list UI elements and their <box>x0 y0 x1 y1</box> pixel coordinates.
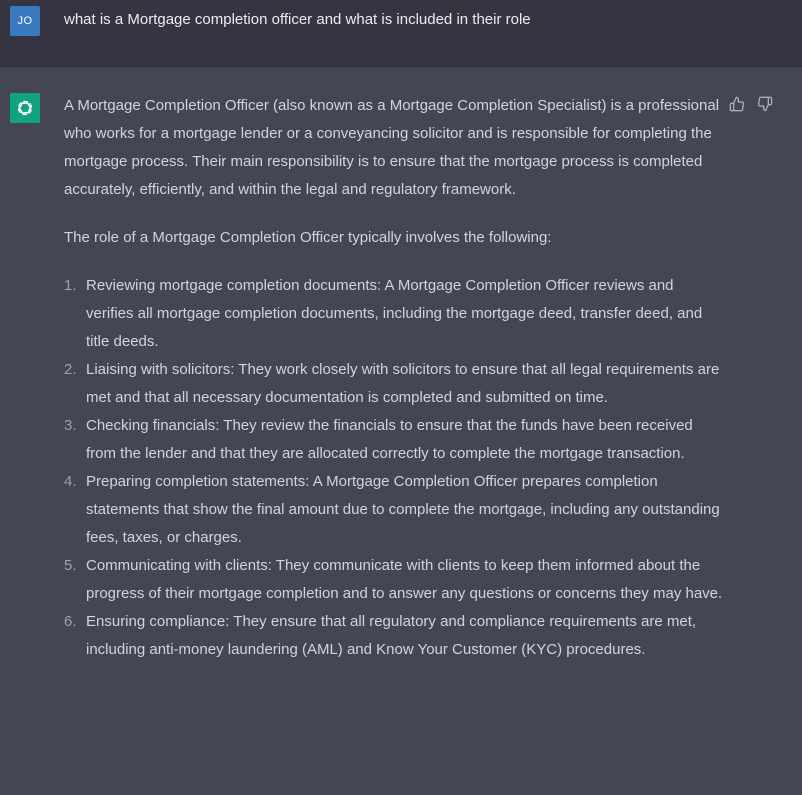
response-paragraph: A Mortgage Completion Officer (also known as a Mortgage Completion Specialist) is a professional who works for a mortgage lender or a conveyancing solicitor and is responsible for completing the mortgage process. Their main responsibility is to ensure that the mortgage process is completed accurately, efficiently, and within the legal and regulatory framework. <box>64 97 720 198</box>
assistant-response <box>64 92 724 664</box>
list-text: Ensuring compliance: They ensure that all regulatory and compliance requirements are met, including anti-money laundering (AML) and Know Your Customer (KYC) procedures. <box>86 613 697 658</box>
list-number: 2. <box>64 361 77 378</box>
thumbs-down-icon <box>757 96 773 112</box>
thumbs-up-button[interactable] <box>728 95 746 113</box>
response-list <box>64 272 724 664</box>
openai-logo-icon <box>14 97 36 119</box>
list-text: Checking financials: They review the financials to ensure that the funds have been received from the lender and that they are allocated correctly to complete the mortgage transaction. <box>86 417 693 462</box>
list-item <box>64 356 724 412</box>
list-number: 3. <box>64 417 77 434</box>
user-message-text: what is a Mortgage completion officer and what is included in their role <box>64 11 531 28</box>
list-text: Liaising with solicitors: They work closely with solicitors to ensure that all legal requirements are met and that all necessary documentation is completed and submitted on time. <box>86 361 720 406</box>
response-paragraph: The role of a Mortgage Completion Officer typically involves the following: <box>64 229 552 246</box>
list-number: 1. <box>64 277 77 294</box>
thumbs-up-icon <box>729 96 745 112</box>
user-message-row <box>0 0 802 67</box>
list-item <box>64 608 724 664</box>
user-avatar: JO <box>10 6 40 36</box>
list-number: 4. <box>64 473 77 490</box>
assistant-message-row <box>0 67 802 795</box>
thumbs-down-button[interactable] <box>756 95 774 113</box>
list-item <box>64 552 724 608</box>
list-text: Reviewing mortgage completion documents: A Mortgage Completion Officer reviews and verifies all mortgage completion documents, including the mortgage deed, transfer deed, and title deeds. <box>86 277 703 350</box>
list-text: Communicating with clients: They communicate with clients to keep them informed about the progress of their mortgage completion and to answer any questions or concerns they may have. <box>86 557 723 602</box>
list-item <box>64 412 724 468</box>
list-number: 6. <box>64 613 77 630</box>
assistant-avatar <box>10 93 40 123</box>
feedback-buttons <box>728 95 774 113</box>
list-item <box>64 468 724 552</box>
list-text: Preparing completion statements: A Mortgage Completion Officer prepares completion statements that show the final amount due to complete the mortgage, including any outstanding fees, taxes, or charges. <box>86 473 720 546</box>
list-number: 5. <box>64 557 77 574</box>
list-item <box>64 272 724 356</box>
